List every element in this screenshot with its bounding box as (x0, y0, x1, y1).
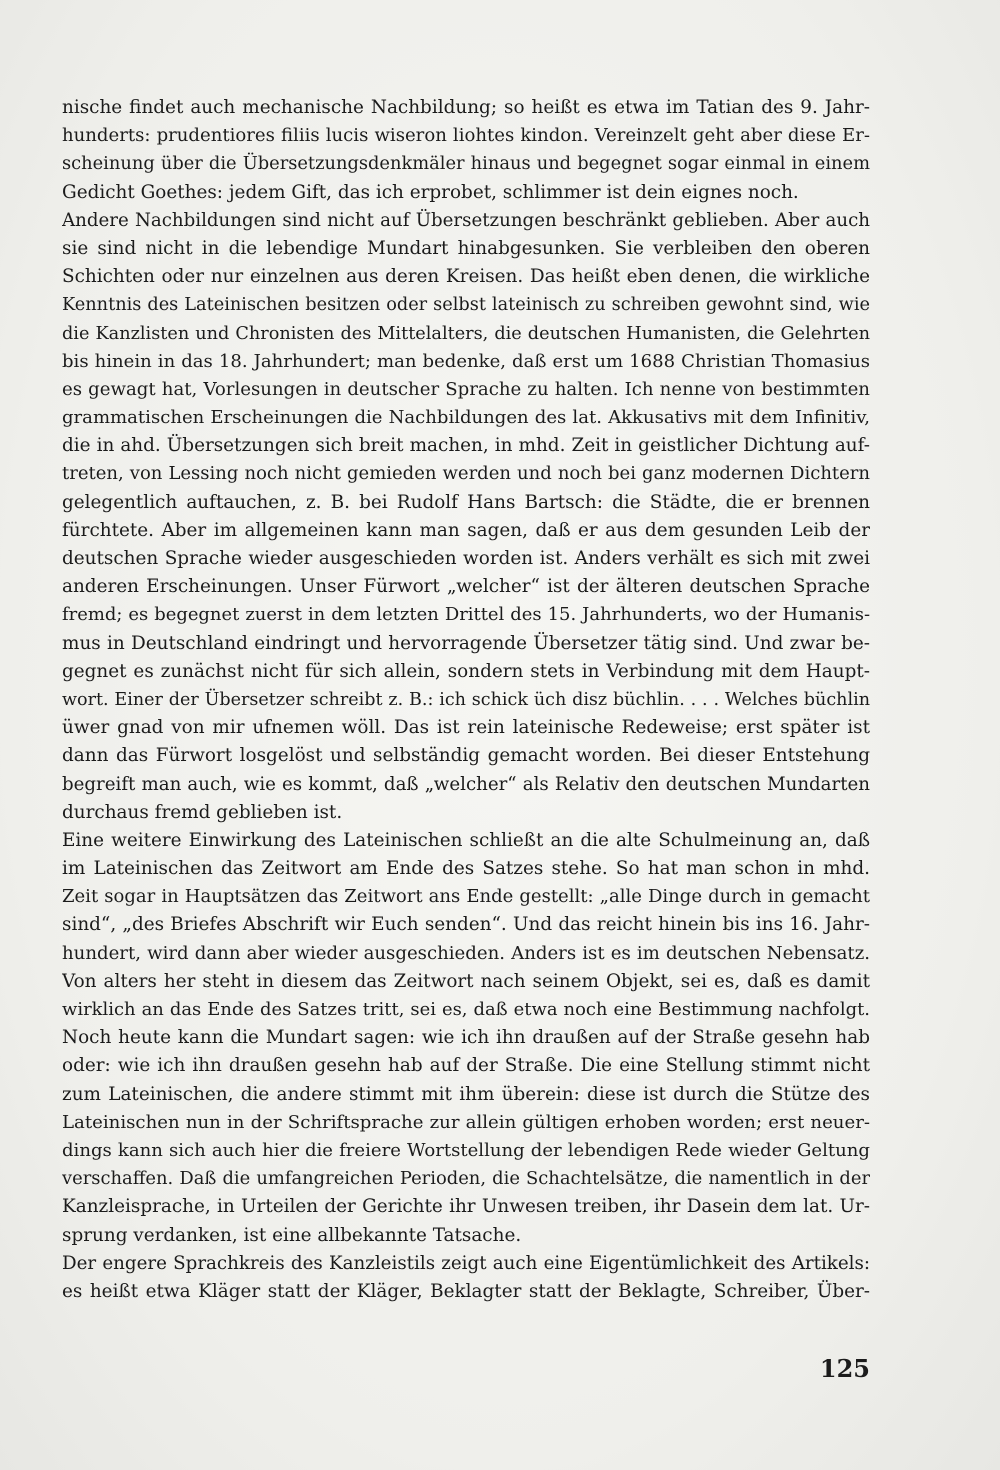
text-line: die Kanzlisten und Chronisten des Mittelalters, die deutschen Humanisten, die Gelehrten (62, 323, 870, 344)
text-line: zum Lateinischen, die andere stimmt mit ihm überein: diese ist durch die Stütze des (62, 1083, 870, 1105)
text-line: Kanzleisprache, in Urteilen der Gerichte ihr Unwesen treiben, ihr Dasein dem lat. Ur- (62, 1196, 870, 1218)
text-line: sprung verdanken, ist eine allbekannte Tatsache. (62, 1224, 522, 1246)
text-line: begreift man auch, wie es kommt, daß „welcher“ als Relativ den deutschen Mundarten (62, 773, 870, 795)
text-line: Von alters her steht in diesem das Zeitwort nach seinem Objekt, sei es, daß es damit (62, 970, 870, 992)
text-line: Noch heute kann die Mundart sagen: wie ich ihn draußen auf der Straße gesehn hab (62, 1027, 870, 1049)
text-line: üwer gnad von mir ufnemen wöll. Das ist rein lateinische Redeweise; erst später ist (62, 717, 870, 739)
text-line: im Lateinischen das Zeitwort am Ende des Satzes stehe. So hat man schon in mhd. (62, 858, 870, 880)
text-line: wirklich an das Ende des Satzes tritt, sei es, daß etwa noch eine Bestimmung nachfolgt. (62, 999, 870, 1020)
text-line: es gewagt hat, Vorlesungen in deutscher Sprache zu halten. Ich nenne von bestimmten (62, 378, 870, 400)
text-line: Schichten oder nur einzelnen aus deren Kreisen. Das heißt eben denen, die wirkliche (62, 266, 870, 288)
page-number: 125 (819, 1354, 870, 1383)
text-line: sind“, „des Briefes Abschrift wir Euch senden“. Und das reicht hinein bis ins 16. Jahr- (62, 914, 870, 936)
text-line: grammatischen Erscheinungen die Nachbildungen des lat. Akkusativs mit dem Infinitiv, (62, 407, 870, 429)
text-line: Der engere Sprachkreis des Kanzleistils zeigt auch eine Eigentümlichkeit des Artikels: (62, 1252, 870, 1274)
text-line: dings kann sich auch hier die freiere Wortstellung der lebendigen Rede wieder Geltung (62, 1139, 870, 1161)
text-line: hundert, wird dann aber wieder ausgeschieden. Anders ist es im deutschen Nebensatz. (62, 942, 870, 964)
text-line: scheinung über die Übersetzungsdenkmäler hinaus und begegnet sogar einmal in einem (62, 153, 870, 175)
text-line: die in ahd. Übersetzungen sich breit machen, in mhd. Zeit in geistlicher Dichtung auf- (62, 435, 870, 457)
text-line: sie sind nicht in die lebendige Mundart hinabgesunken. Sie verbleiben den oberen (62, 237, 870, 259)
text-line: fürchtete. Aber im allgemeinen kann man sagen, daß er aus dem gesunden Leib der (62, 519, 870, 541)
text-line: fremd; es begegnet zuerst in dem letzten Drittel des 15. Jahrhunderts, wo der Humanis- (62, 604, 870, 626)
text-line: mus in Deutschland eindringt und hervorragende Übersetzer tätig sind. Und zwar be- (62, 632, 870, 654)
text-line: bis hinein in das 18. Jahrhundert; man bedenke, daß erst um 1688 Christian Thomasius (62, 350, 870, 372)
text-line: durchaus fremd geblieben ist. (62, 801, 343, 823)
text-line: gelegentlich auftauchen, z. B. bei Rudolf Hans Bartsch: die Städte, die er brennen (62, 491, 870, 513)
text-line: verschaffen. Daß die umfangreichen Perioden, die Schachtelsätze, die namentlich in der (62, 1168, 870, 1190)
text-line: Andere Nachbildungen sind nicht auf Übersetzungen beschränkt geblieben. Aber auch (62, 209, 870, 231)
text-line: Lateinischen nun in der Schriftsprache zur allein gültigen erhoben worden; erst neuer- (62, 1111, 870, 1133)
text-line: Eine weitere Einwirkung des Lateinischen schließt an die alte Schulmeinung an, daß (62, 829, 870, 851)
text-line: gegnet es zunächst nicht für sich allein, sondern stets in Verbindung mit dem Haupt- (62, 660, 870, 682)
text-line: oder: wie ich ihn draußen gesehn hab auf der Straße. Die eine Stellung stimmt nicht (62, 1055, 870, 1077)
text-line: treten, von Lessing noch nicht gemieden werden und noch bei ganz modernen Dichtern (62, 463, 870, 485)
text-line: Gedicht Goethes: jedem Gift, das ich erprobet, schlimmer ist dein eignes noch. (62, 181, 799, 203)
body-text (62, 94, 870, 1306)
text-line: anderen Erscheinungen. Unser Fürwort „welcher“ ist der älteren deutschen Sprache (62, 576, 870, 598)
text-line: Kenntnis des Lateinischen besitzen oder selbst lateinisch zu schreiben gewohnt sind, wie (62, 295, 870, 316)
text-line: dann das Fürwort losgelöst und selbständig gemacht worden. Bei dieser Entstehung (62, 745, 870, 767)
text-line: deutschen Sprache wieder ausgeschieden worden ist. Anders verhält es sich mit zwei (62, 548, 870, 569)
text-line: wort. Einer der Übersetzer schreibt z. B.: ich schick üch disz büchlin. . . . Welches büchlin (62, 689, 870, 710)
text-line: Zeit sogar in Hauptsätzen das Zeitwort ans Ende gestellt: „alle Dinge durch in gemacht (62, 886, 870, 908)
text-line: nische findet auch mechanische Nachbildung; so heißt es etwa im Tatian des 9. Jahr- (62, 97, 870, 118)
text-line: hunderts: prudentiores filiis lucis wiseron liohtes kindon. Vereinzelt geht aber diese Er- (62, 125, 870, 147)
text-line: es heißt etwa Kläger statt der Kläger, Beklagter statt der Beklagte, Schreiber, Über- (62, 1280, 870, 1302)
